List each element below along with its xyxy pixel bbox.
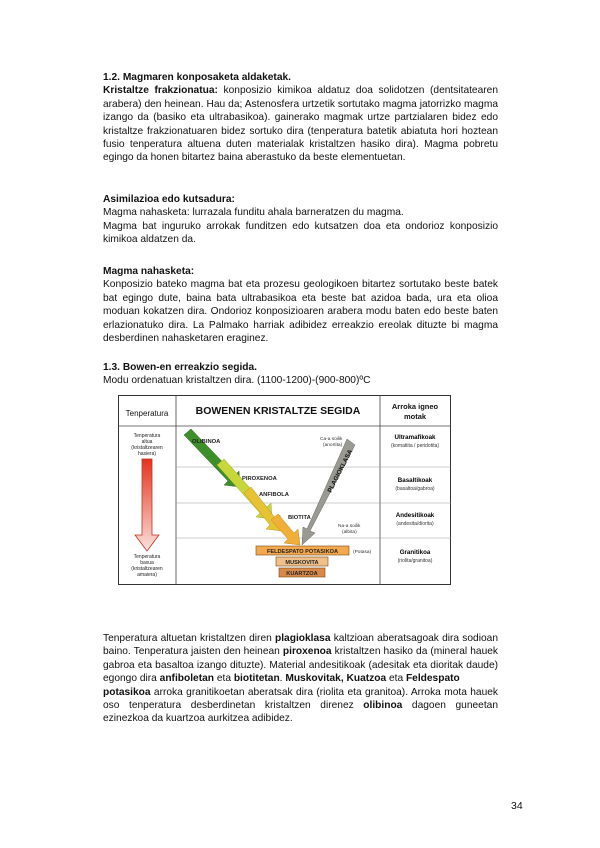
paragraph: potasikoa arroka granitikoetan aberatsak dira (riolita eta granitoa). Arroka mota hauek oso tenperatura desberdinetan kristaltzen direnez olibinoa dagoen guneetan ezinezkoa da kuartzoa aurkitzea adibidez. [103,686,498,725]
bowen-series-figure [118,395,451,585]
paragraph: Tenperatura altuetan kristaltzen diren plagioklasa kaltzioan aberatsagoak dira sodioan baino. Tenperatura jaisten den heinean piroxenoa kristaltzen hasiko da (mineral hauek gabroa eta basaltoa izango dituzte). Material andesitikoak (adesitak eta dioritak daude) egongo dira anfiboletan eta biotitetan. Muskovitak, Kuatzoa eta Feldespato [103,633,498,685]
label-plagioclase: PLAGIOKLASA [326,448,355,494]
page-number: 34 [511,800,523,812]
term-fractional-crystallization: Kristaltze frakzionatua: [103,85,218,97]
section-heading: Magma nahasketa: [103,266,195,277]
temp-low-line3: (kristaltzearen [131,566,163,572]
temp-low-line4: amaiera) [137,572,157,578]
figure-title: BOWENEN KRISTALTZE SEGIDA [195,405,361,417]
rock-granitic-sub: (riolita/granitoa) [397,558,433,564]
column-temperature-label: Tenperatura [125,409,169,418]
section-heading: Asimilazioa edo kutsadura: [103,194,235,205]
column-rock-types-label: Arroka igneo [391,402,439,411]
label-kfeldspar-sub: (Potasa) [353,550,372,555]
rock-basaltic-sub: (basaltoa/gabroa) [395,486,435,492]
temp-low-line2: baxua [140,560,154,566]
label-pyroxene: PIROXENOA [242,476,277,482]
section-bowen [103,361,498,388]
rock-basaltic: Basaltikoak [397,477,433,484]
temp-high-line2: altua [141,439,153,445]
label-quartz: KUARTZOA [286,571,318,577]
section-heading: 1.2. Magmaren konposaketa aldaketak. [103,72,291,83]
label-calcic: Ca-a soilik [320,437,343,442]
rock-andesitic-sub: (andesita/diorita) [396,521,434,527]
label-kfeldspar: FELDESPATO POTASIKOA [266,549,339,555]
label-sodic: Na-a soilik [338,524,361,529]
paragraph-line: Modu ordenatuan kristaltzen dira. (1100-1200)-(900-800)ºC [103,375,371,387]
paragraph [103,84,498,164]
paragraph-line: Magma nahasketa: lurrazala funditu ahala barneratzen du magma. [103,207,404,219]
paragraph: Konposizio bateko magma bat eta prozesu geologikoen bitartez sortutako beste batek bat egingo dute, baina bata ultrabasikoa eta beste bat azidoa bada, ura eta olioa moduan kokatzen dira. Ondorioz konposizioaren arabera modu baten edo beste baten erlazionatuko dira. La Palmako harriak adibidez erreakzio ereolak dituzte bi magma desberdinen nahasketaren eraginez. [103,279,498,345]
label-amphibole: ANFIBOLA [259,492,289,498]
label-sodic-sub: (albita) [342,530,357,535]
label-calcic-sub: (anortita) [323,443,343,448]
temp-high-line1: Tenperatura [133,433,161,439]
rock-ultramafic-sub: (komatiita / peridotita) [390,443,440,449]
rock-granitic: Granitikoa [399,549,431,556]
paragraph-text: konposizio kimikoa aldatuz doa solidotzen (dentsitatearen arabera) den heinean. Hau da; Astenosfera urtzetik sortutako magma jatorrizko magma izango da (basiko eta ultrabasikoa). gainerako magmak urtze partzialaren bidez edo kristaltze frakzionatuaren bidez sortuko dira (tenperatura batetik abiatuta hori hoztean fusio tenperatura altuena duten materialak kristaltzen hasiko dira). Magma pobretu egingo da honen bitartez baina aberastuko da beste elementuetan. [103,85,498,164]
temp-high-line4: hasiera) [137,451,157,457]
temp-low-line1: Tenperatura [133,554,161,560]
section-magma-mixing [103,265,498,345]
label-biotite: BIOTITA [288,515,311,521]
section-assimilation [103,193,498,247]
rock-ultramafic: Ultramafikoak [394,434,436,441]
section-explanation [103,632,498,726]
column-rock-types-label-line2: motak [403,412,427,421]
label-muscovite: MUSKOVITA [285,560,319,566]
rock-andesitic: Andesitikoak [395,512,435,519]
temp-high-line3: (kristaltzearen [131,445,163,451]
paragraph-line: Magma bat inguruko arrokak funditzen edo kutsatzen doa eta ondorioz konposizio kimikoa aldatzen da. [103,220,498,246]
section-magma-composition [103,71,498,165]
section-heading: 1.3. Bowen-en erreakzio segida. [103,362,258,373]
label-olivine: OLIBINOA [192,439,221,445]
